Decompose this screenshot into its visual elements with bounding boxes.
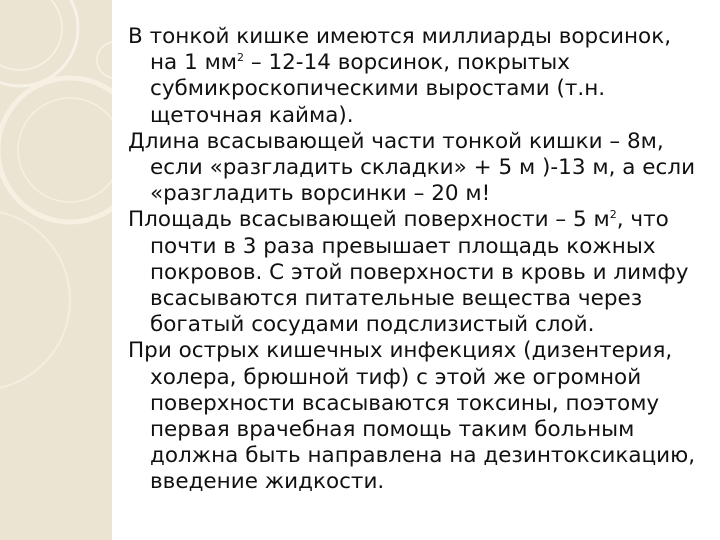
paragraph-length: Длина всасывающей части тонкой кишки – 8м, если «разгладить складки» + 5 м )-13 м, а если «разгладить ворсинки – 20 м! — [128, 128, 696, 207]
paragraph-area: Площадь всасывающей поверхности – 5 $м^2$, что почти в 3 раза превышает площадь кожных покровов. С этой поверхности в кровь и лимфу всасываются питательные вещества через богатый сосудами подслизистый слой. — [128, 207, 689, 338]
slide-body-text — [128, 24, 698, 496]
paragraph-infections: При острых кишечных инфекциях (дизентерия, холера, брюшной тиф) с этой же огромной поверхности всасываются токсины, поэтому первая врачебная помощь таким больным должна быть направлена на дезинтоксикацию, введение жидкости. — [128, 338, 696, 495]
paragraph-villi: В тонкой кишке имеются миллиарды ворсинок, на 1 $мм^2 - 12-14$ ворсинок, покрытых субмикроскопическими выростами (т.н. щеточная кайма). — [128, 24, 672, 128]
